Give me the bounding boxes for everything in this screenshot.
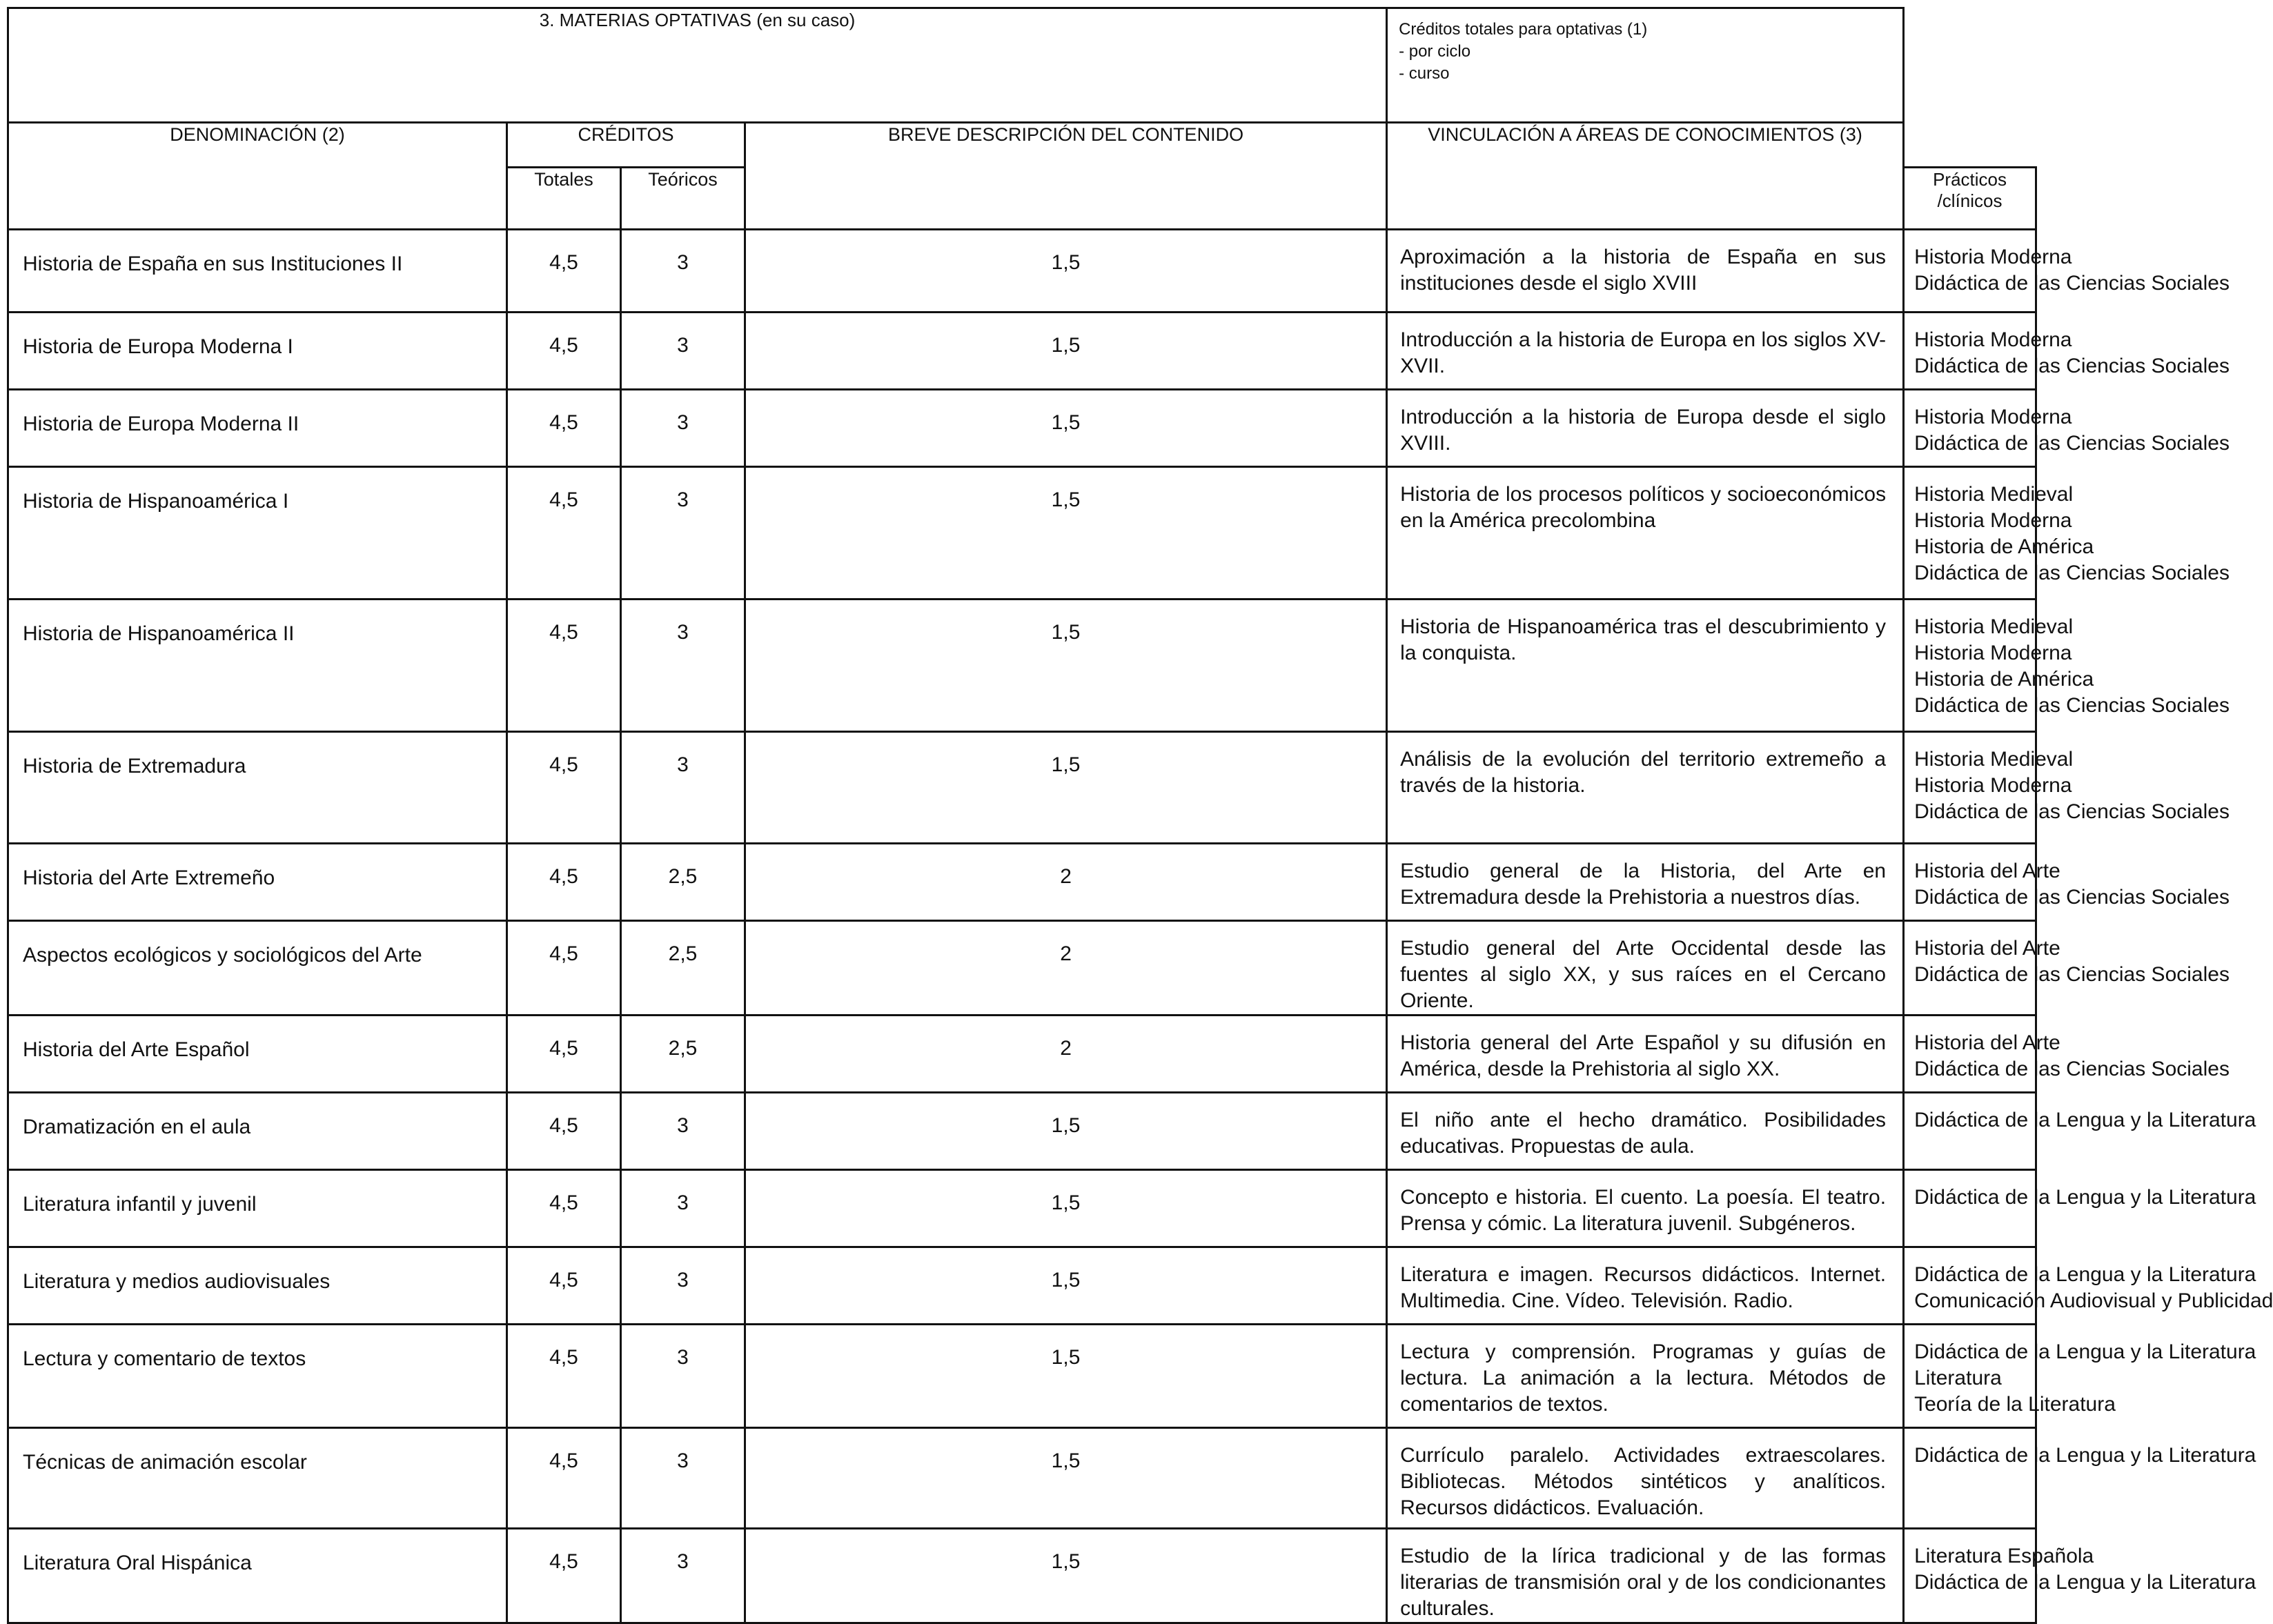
table-row — [8, 600, 2036, 732]
title-row — [8, 8, 2036, 123]
areas-cell — [1904, 1016, 2230, 1093]
areas-cell — [1904, 732, 2230, 844]
denominacion-cell: Historia del Arte Extremeño — [8, 844, 507, 921]
areas-cell — [1904, 1428, 2256, 1529]
header-denominacion: DENOMINACIÓN (2) — [8, 123, 507, 230]
area-item: Comunicación Audiovisual y Publicidad — [1914, 1289, 2273, 1312]
areas-cell — [1904, 1247, 2273, 1325]
header-practicos: Prácticos /clínicos — [1904, 168, 2036, 230]
area-item: Didáctica de la Lengua y la Literatura — [1914, 1444, 2256, 1467]
teoricos-cell: 2,5 — [621, 1016, 745, 1093]
practicos-cell: 1,5 — [745, 1428, 1387, 1529]
descripcion-cell: Historia de Hispanoamérica tras el descubrimiento y la conquista. — [1387, 600, 1904, 732]
teoricos-cell: 3 — [621, 230, 745, 313]
practicos-cell: 1,5 — [745, 1529, 1387, 1623]
descripcion-cell: Concepto e historia. El cuento. La poesía. El teatro. Prensa y cómic. La literatura juvenil. Subgéneros. — [1387, 1170, 1904, 1247]
area-item: Didáctica de las Ciencias Sociales — [1914, 800, 2230, 823]
areas-cell — [1904, 467, 2230, 600]
descripcion-cell: Literatura e imagen. Recursos didácticos. Internet. Multimedia. Cine. Vídeo. Televisión. Radio. — [1387, 1247, 1904, 1325]
area-item: Historia Moderna — [1914, 246, 2072, 268]
header-vinculacion: VINCULACIÓN A ÁREAS DE CONOCIMIENTOS (3) — [1387, 123, 1904, 230]
teoricos-cell: 2,5 — [621, 921, 745, 1016]
area-item: Didáctica de la Lengua y la Literatura — [1914, 1186, 2256, 1209]
optativas-table — [7, 7, 2273, 1624]
denominacion-cell: Técnicas de animación escolar — [8, 1428, 507, 1529]
totales-cell: 4,5 — [507, 1428, 621, 1529]
practicos-cell: 1,5 — [745, 467, 1387, 600]
header-descripcion: BREVE DESCRIPCIÓN DEL CONTENIDO — [745, 123, 1387, 230]
practicos-cell: 1,5 — [745, 1247, 1387, 1325]
totales-cell: 4,5 — [507, 921, 621, 1016]
table-row — [8, 467, 2036, 600]
descripcion-cell: El niño ante el hecho dramático. Posibilidades educativas. Propuestas de aula. — [1387, 1093, 1904, 1170]
area-item: Didáctica de las Ciencias Sociales — [1914, 432, 2230, 455]
totales-cell: 4,5 — [507, 390, 621, 467]
area-item: Literatura Española — [1914, 1545, 2094, 1567]
table-row — [8, 1170, 2036, 1247]
credits-note-line1: Créditos totales para optativas (1) — [1399, 20, 1648, 39]
totales-cell: 4,5 — [507, 313, 621, 390]
practicos-cell: 1,5 — [745, 732, 1387, 844]
totales-cell: 4,5 — [507, 600, 621, 732]
table-row — [8, 732, 2036, 844]
descripcion-cell: Estudio general del Arte Occidental desde las fuentes al siglo XX, y sus raíces en el Cercano Oriente. — [1387, 921, 1904, 1016]
table-row — [8, 1016, 2036, 1093]
practicos-cell: 1,5 — [745, 1325, 1387, 1428]
area-item: Didáctica de las Ciencias Sociales — [1914, 562, 2230, 584]
teoricos-cell: 3 — [621, 1529, 745, 1623]
practicos-cell: 2 — [745, 844, 1387, 921]
table-row — [8, 390, 2036, 467]
areas-cell — [1904, 1093, 2256, 1170]
area-item: Historia Moderna — [1914, 642, 2072, 664]
descripcion-cell: Historia general del Arte Español y su difusión en América, desde la Prehistoria al siglo XX. — [1387, 1016, 1904, 1093]
teoricos-cell: 3 — [621, 1325, 745, 1428]
denominacion-cell: Literatura y medios audiovisuales — [8, 1247, 507, 1325]
area-item: Historia del Arte — [1914, 937, 2060, 960]
table-row — [8, 1529, 2036, 1623]
totales-cell: 4,5 — [507, 230, 621, 313]
teoricos-cell: 3 — [621, 390, 745, 467]
denominacion-cell: Historia de Extremadura — [8, 732, 507, 844]
credits-note — [1387, 8, 1904, 123]
areas-cell — [1904, 1170, 2256, 1247]
practicos-cell: 1,5 — [745, 313, 1387, 390]
table-row — [8, 921, 2036, 1016]
totales-cell: 4,5 — [507, 844, 621, 921]
credits-note-line2: - por ciclo — [1399, 42, 1471, 61]
practicos-cell: 2 — [745, 921, 1387, 1016]
practicos-cell: 1,5 — [745, 1093, 1387, 1170]
practicos-cell: 2 — [745, 1016, 1387, 1093]
teoricos-cell: 3 — [621, 1247, 745, 1325]
section-title: 3. MATERIAS OPTATIVAS (en su caso) — [8, 8, 1387, 123]
area-item: Literatura — [1914, 1367, 2002, 1389]
table-row — [8, 313, 2036, 390]
practicos-cell: 1,5 — [745, 1170, 1387, 1247]
descripcion-cell: Introducción a la historia de Europa desde el siglo XVIII. — [1387, 390, 1904, 467]
totales-cell: 4,5 — [507, 1016, 621, 1093]
table-row — [8, 1093, 2036, 1170]
denominacion-cell: Literatura Oral Hispánica — [8, 1529, 507, 1623]
area-item: Didáctica de las Ciencias Sociales — [1914, 963, 2230, 986]
teoricos-cell: 3 — [621, 1093, 745, 1170]
area-item: Didáctica de las Ciencias Sociales — [1914, 1058, 2230, 1080]
header-teoricos: Teóricos — [621, 168, 745, 230]
table-body — [8, 230, 2273, 1623]
areas-cell — [1904, 1325, 2256, 1428]
denominacion-cell: Literatura infantil y juvenil — [8, 1170, 507, 1247]
totales-cell: 4,5 — [507, 1325, 621, 1428]
table-row — [8, 1428, 2036, 1529]
areas-cell — [1904, 844, 2230, 921]
areas-cell — [1904, 313, 2230, 390]
descripcion-cell: Estudio general de la Historia, del Arte en Extremadura desde la Prehistoria a nuestros días. — [1387, 844, 1904, 921]
descripcion-cell: Aproximación a la historia de España en sus instituciones desde el siglo XVIII — [1387, 230, 1904, 313]
descripcion-cell: Historia de los procesos políticos y socioeconómicos en la América precolombina — [1387, 467, 1904, 600]
table-row — [8, 844, 2036, 921]
denominacion-cell: Aspectos ecológicos y sociológicos del Arte — [8, 921, 507, 1016]
areas-cell — [1904, 921, 2230, 1016]
table-row — [8, 1247, 2036, 1325]
descripcion-cell: Lectura y comprensión. Programas y guías de lectura. La animación a la lectura. Métodos de comentarios de textos. — [1387, 1325, 1904, 1428]
denominacion-cell: Historia del Arte Español — [8, 1016, 507, 1093]
area-item: Didáctica de la Lengua y la Literatura — [1914, 1340, 2256, 1363]
teoricos-cell: 3 — [621, 313, 745, 390]
totales-cell: 4,5 — [507, 732, 621, 844]
descripcion-cell: Estudio de la lírica tradicional y de las formas literarias de transmisión oral y de los condicionantes culturales. — [1387, 1529, 1904, 1623]
teoricos-cell: 3 — [621, 1170, 745, 1247]
header-totales: Totales — [507, 168, 621, 230]
table-row — [8, 230, 2036, 313]
denominacion-cell: Historia de Hispanoamérica II — [8, 600, 507, 732]
descripcion-cell: Introducción a la historia de Europa en los siglos XV-XVII. — [1387, 313, 1904, 390]
totales-cell: 4,5 — [507, 1247, 621, 1325]
table-row — [8, 1325, 2036, 1428]
practicos-cell: 1,5 — [745, 600, 1387, 732]
practicos-cell: 1,5 — [745, 230, 1387, 313]
teoricos-cell: 3 — [621, 600, 745, 732]
denominacion-cell: Historia de Europa Moderna II — [8, 390, 507, 467]
denominacion-cell: Historia de España en sus Instituciones II — [8, 230, 507, 313]
denominacion-cell: Lectura y comentario de textos — [8, 1325, 507, 1428]
area-item: Historia del Arte — [1914, 1031, 2060, 1054]
teoricos-cell: 3 — [621, 467, 745, 600]
totales-cell: 4,5 — [507, 1170, 621, 1247]
area-item: Historia del Arte — [1914, 860, 2060, 882]
descripcion-cell: Currículo paralelo. Actividades extraescolares. Bibliotecas. Métodos sintéticos y analíticos. Recursos didácticos. Evaluación. — [1387, 1428, 1904, 1529]
descripcion-cell: Análisis de la evolución del territorio extremeño a través de la historia. — [1387, 732, 1904, 844]
area-item: Historia Medieval — [1914, 483, 2074, 506]
area-item: Didáctica de las Ciencias Sociales — [1914, 694, 2230, 717]
area-item: Historia Moderna — [1914, 509, 2072, 532]
area-item: Historia Medieval — [1914, 748, 2074, 771]
areas-cell — [1904, 230, 2230, 313]
area-item: Didáctica de la Lengua y la Literatura — [1914, 1571, 2256, 1594]
header-row-1 — [8, 123, 2036, 168]
areas-cell — [1904, 390, 2230, 467]
area-item: Historia Moderna — [1914, 406, 2072, 428]
area-item: Historia Moderna — [1914, 328, 2072, 351]
area-item: Didáctica de las Ciencias Sociales — [1914, 355, 2230, 377]
totales-cell: 4,5 — [507, 1093, 621, 1170]
area-item: Historia de América — [1914, 535, 2094, 558]
areas-cell — [1904, 1529, 2256, 1623]
practicos-cell: 1,5 — [745, 390, 1387, 467]
teoricos-cell: 2,5 — [621, 844, 745, 921]
teoricos-cell: 3 — [621, 732, 745, 844]
area-item: Historia de América — [1914, 668, 2094, 691]
area-item: Didáctica de las Ciencias Sociales — [1914, 272, 2230, 295]
area-item: Didáctica de las Ciencias Sociales — [1914, 886, 2230, 909]
totales-cell: 4,5 — [507, 1529, 621, 1623]
credits-note-line3: - curso — [1399, 64, 1450, 83]
denominacion-cell: Dramatización en el aula — [8, 1093, 507, 1170]
area-item: Historia Moderna — [1914, 774, 2072, 797]
totales-cell: 4,5 — [507, 467, 621, 600]
area-item: Didáctica de la Lengua y la Literatura — [1914, 1263, 2256, 1286]
header-creditos: CRÉDITOS — [507, 123, 745, 168]
areas-cell — [1904, 600, 2230, 732]
area-item: Historia Medieval — [1914, 615, 2074, 638]
denominacion-cell: Historia de Europa Moderna I — [8, 313, 507, 390]
area-item: Didáctica de la Lengua y la Literatura — [1914, 1109, 2256, 1131]
denominacion-cell: Historia de Hispanoamérica I — [8, 467, 507, 600]
teoricos-cell: 3 — [621, 1428, 745, 1529]
area-item: Teoría de la Literatura — [1914, 1393, 2116, 1416]
